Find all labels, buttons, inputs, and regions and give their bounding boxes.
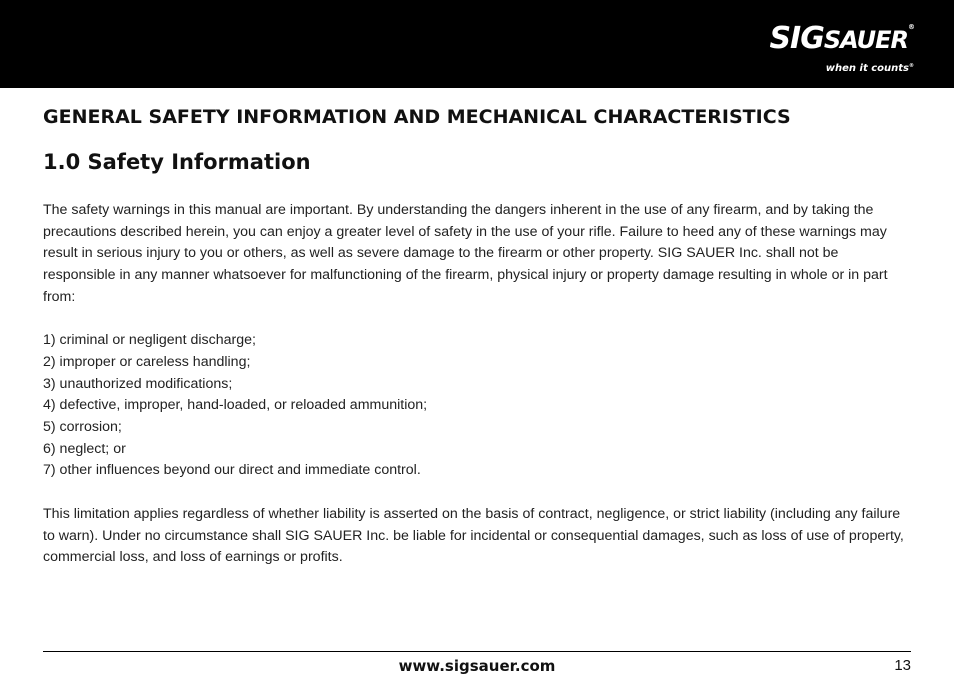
list-item: 1) criminal or negligent discharge; [43,332,256,349]
list-item: 3) unauthorized modifications; [43,375,233,392]
list-item: 4) defective, improper, hand-loaded, or reloaded ammunition; [43,397,428,414]
footer-divider [43,651,911,652]
sig-sauer-logo [769,20,914,80]
logo-wordmark [769,21,914,56]
section-title: 1.0 Safety Information [43,150,311,174]
logo-sauer: SAUER [823,26,908,54]
page-number: 13 [894,657,911,674]
logo-sig: SIG [769,21,824,56]
list-item: 6) neglect; or [43,440,126,457]
body-text [43,200,913,569]
logo-tagline-mark: ® [909,63,914,69]
intro-paragraph: The safety warnings in this manual are important. By understanding the dangers inherent in the use of any firearm, and by taking the precautions described herein, you can enjoy a greater level of safety in the use of your rifle. Failure to heed any of these warnings may result in serious injury to you or others, as well as severe damage to the firearm or other property. SIG SAUER Inc. shall not be responsible in any manner whatsoever for malfunctioning of the firearm, physical injury or property damage resulting in whole or in part from: [43,202,888,305]
liability-list [43,330,913,482]
logo-tagline-text: when it counts [825,63,909,74]
logo-tagline [826,63,914,74]
page-heading: GENERAL SAFETY INFORMATION AND MECHANICAL CHARACTERISTICS [43,106,791,128]
footer-url: www.sigsauer.com [398,657,556,675]
list-item: 5) corrosion; [43,419,122,436]
closing-paragraph: This limitation applies regardless of whether liability is asserted on the basis of contract, negligence, or strict liability (including any failure to warn). Under no circumstance shall SIG SAUER Inc. be liable for incidental or consequential damages, such as loss of use of property, commercial loss, and loss of earnings or profits. [43,505,904,566]
header-bar [0,0,954,88]
list-item: 7) other influences beyond our direct and immediate control. [43,462,421,479]
list-item: 2) improper or careless handling; [43,353,251,370]
logo-registered-mark: ® [908,23,914,31]
